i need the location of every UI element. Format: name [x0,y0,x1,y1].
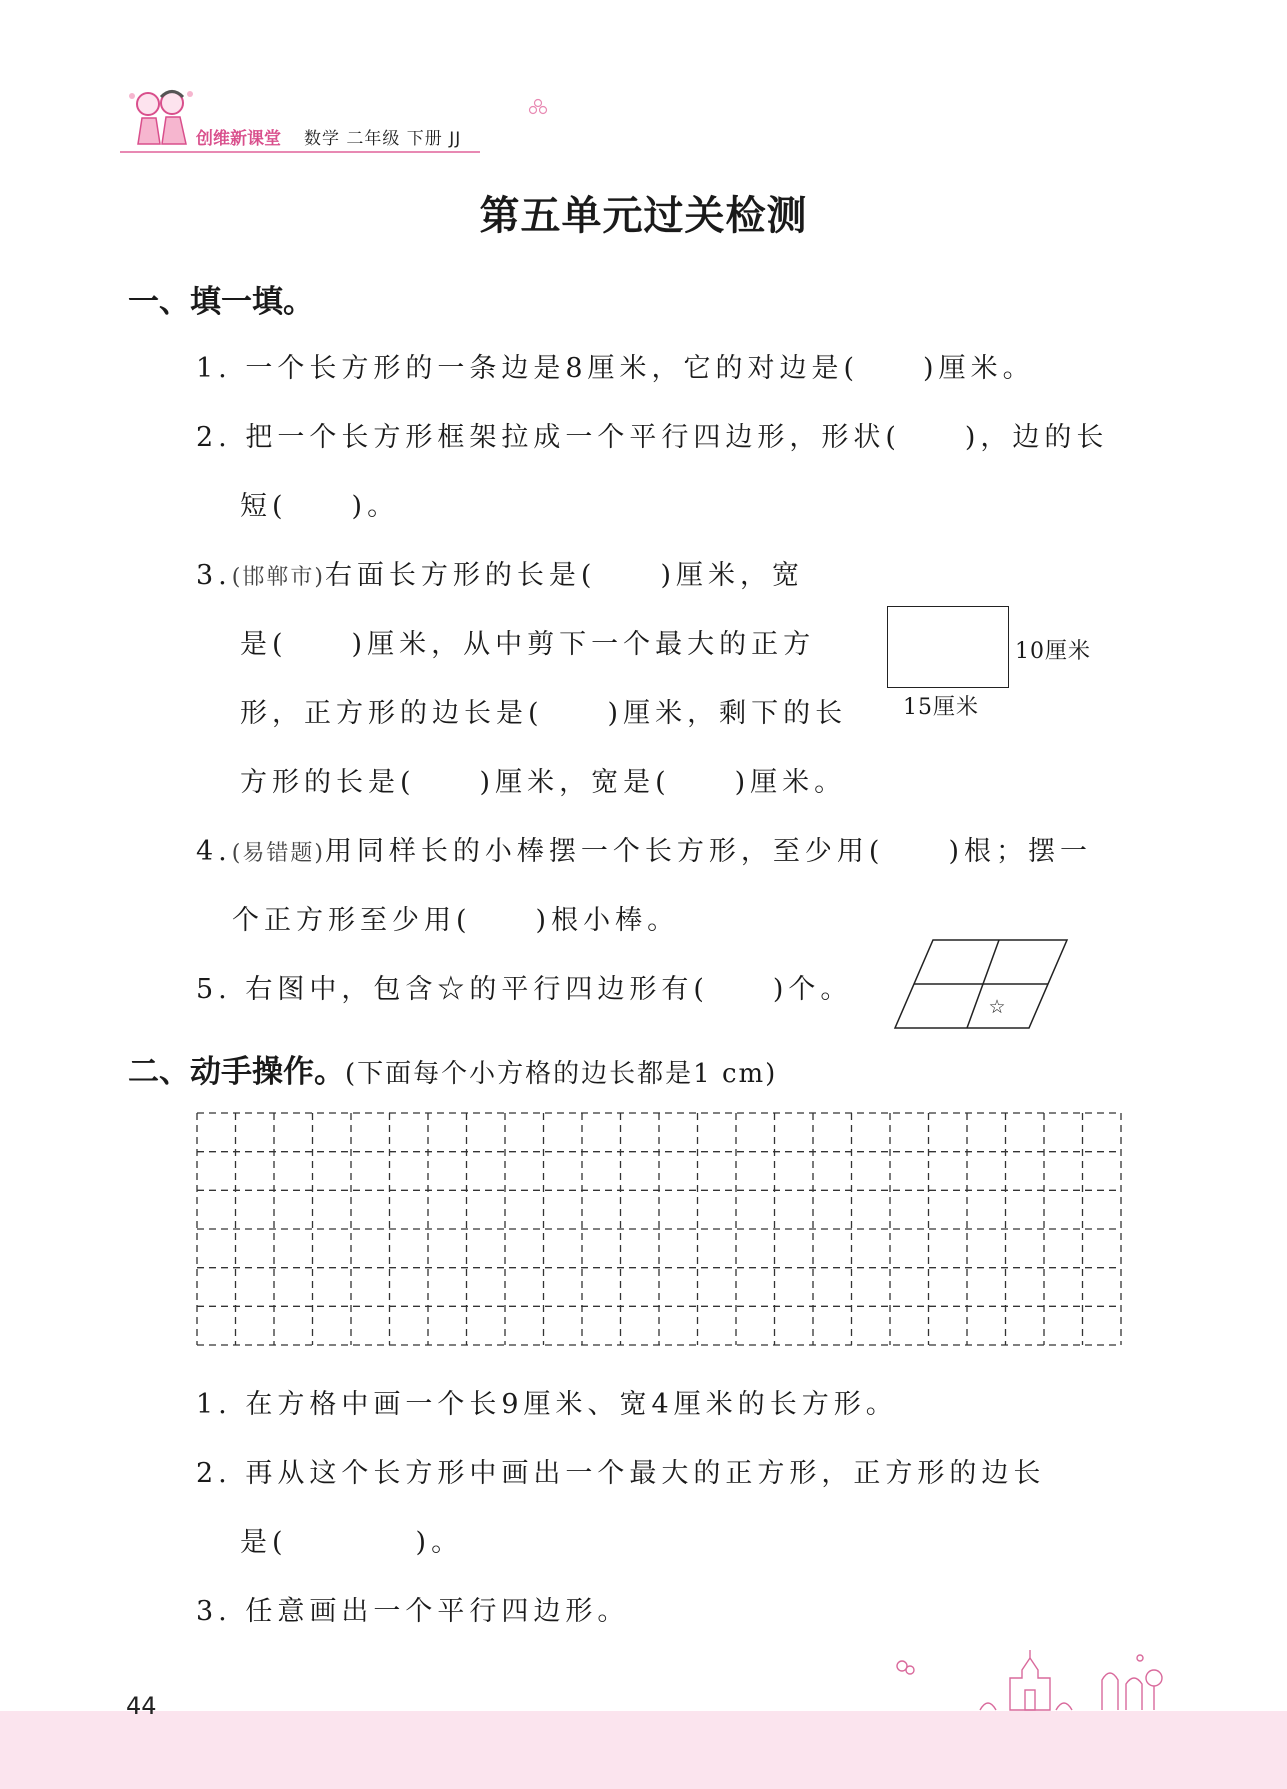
q1-2-line1: 2. 把一个长方形框架拉成一个平行四边形，形状( )，边的长 [196,422,1109,453]
q1-3-width-label: 10厘米 [1015,639,1091,664]
q2-3: 3. 任意画出一个平行四边形。 [196,1596,630,1627]
q2-2-line2: 是( )。 [240,1527,464,1558]
q1-3-line1 [196,553,804,592]
q1-5: 5. 右图中，包含☆的平行四边形有( )个。 [196,974,853,1005]
q2-2-line1: 2. 再从这个长方形中画出一个最大的正方形，正方形的边长 [196,1458,1046,1489]
q2-1: 1. 在方格中画一个长9厘米、宽4厘米的长方形。 [196,1389,898,1420]
q1-4-number: 4. [196,836,232,867]
q1-4-line1 [196,829,1092,868]
section1-heading: 一、填一填。 [128,284,314,320]
section2-heading-text: 二、动手操作。 [128,1054,345,1090]
section2-heading [128,1046,777,1091]
q1-5-parallelogram-figure [893,936,1071,1030]
q1-5-star-icon: ☆ [988,996,1006,1018]
section2-note: (下面每个小方格的边长都是1 cm) [345,1059,778,1089]
q1-3-tag: (邯郸市) [231,565,325,590]
header-flower-icon [528,98,548,118]
q1-2-line2: 短( )。 [240,491,400,522]
q1-3-number: 3. [196,560,232,591]
footer-band [0,1711,1287,1789]
q1-1: 1. 一个长方形的一条边是8厘米，它的对边是( )厘米。 [196,353,1035,384]
q1-4-line2: 个正方形至少用( )根小棒。 [232,905,680,936]
header-series: 创维新课堂 [196,129,281,149]
q1-3-rectangle-figure [887,606,1009,688]
footer-castle-illustration [880,1648,1170,1718]
q1-3-length-label: 15厘米 [903,695,979,720]
header-divider [120,151,480,153]
q1-3-line3: 形，正方形的边长是( )厘米，剩下的长 [240,698,848,729]
page-number: 44 [126,1692,157,1720]
q1-4-tag: (易错题) [231,841,325,866]
drawing-grid[interactable] [196,1112,1122,1346]
page-title: 第五单元过关检测 [479,193,808,239]
q1-4-text: 用同样长的小棒摆一个长方形，至少用( )根；摆一 [324,836,1093,867]
header-kids-illustration [124,86,200,152]
header-subject: 数学 二年级 下册 JJ [304,129,462,149]
q1-3-text: 右面长方形的长是( )厘米，宽 [324,560,805,591]
q1-3-line4: 方形的长是( )厘米，宽是( )厘米。 [240,767,847,798]
q1-3-line2: 是( )厘米，从中剪下一个最大的正方 [240,629,816,660]
